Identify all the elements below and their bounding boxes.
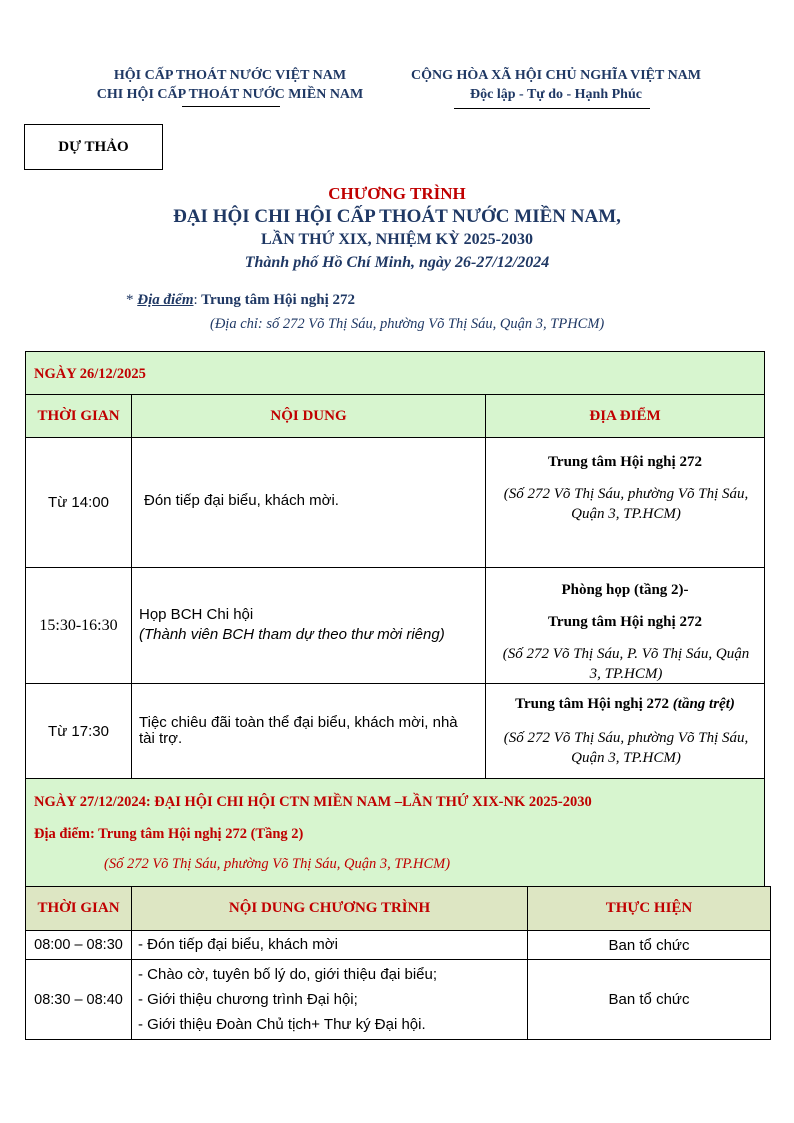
day2-col-time: THỜI GIAN (25, 886, 132, 931)
place-date: Thành phố Hồ Chí Minh, ngày 26-27/12/2024 (244, 254, 550, 271)
day2-row2-item-2: - Giới thiệu chương trình Đại hội; (138, 991, 358, 1008)
day1-row1-location-name: Trung tâm Hội nghị 272 (548, 454, 702, 470)
day2-address: (Số 272 Võ Thị Sáu, phường Võ Thị Sáu, Quận 3, TP.HCM) (104, 856, 451, 872)
day2-row2-item-1: - Chào cờ, tuyên bố lý do, giới thiệu đại biểu; (138, 966, 438, 983)
venue-name: Trung tâm Hội nghị 272 (197, 292, 356, 308)
day2-row2-by: Ban tổ chức (527, 959, 771, 1040)
draft-badge: DỰ THẢO (24, 124, 163, 170)
day1-col-time: THỜI GIAN (25, 394, 132, 438)
day2-heading-block (25, 778, 765, 887)
org-line-2: CHI HỘI CẤP THOÁT NƯỚC MIỀN NAM (96, 87, 364, 102)
program-title: CHƯƠNG TRÌNH (328, 184, 466, 203)
day1-row3-location-address: (Số 272 Võ Thị Sáu, phường Võ Thị Sáu, Quận 3, TP.HCM) (503, 730, 749, 766)
day1-row1-content (131, 437, 486, 568)
day1-row3-location-name: Trung tâm Hội nghị 272 (515, 696, 670, 712)
country-name: CỘNG HÒA XÃ HỘI CHỦ NGHĨA VIỆT NAM (410, 68, 701, 83)
day1-row3-location-name-line (486, 696, 764, 713)
day2-row2-item-3: - Giới thiệu Đoàn Chủ tịch+ Thư ký Đại hội. (138, 1016, 426, 1033)
day1-row2-content-note: (Thành viên BCH tham dự theo thư mời riêng) (139, 626, 445, 643)
day1-row2-location (485, 567, 765, 684)
day1-row3-location-floor: (tầng trệt) (669, 696, 735, 712)
venue-address: (Địa chỉ: số 272 Võ Thị Sáu, phường Võ Thị Sáu, Quận 3, TPHCM) (210, 316, 605, 332)
venue-label: Địa điểm (137, 292, 194, 308)
day1-row2-content-text: Họp BCH Chi hội (139, 606, 254, 623)
day2-row1-item: - Đón tiếp đại biểu, khách mời (138, 936, 338, 953)
venue-line (126, 292, 726, 309)
day1-row1-location-address: (Số 272 Võ Thị Sáu, phường Võ Thị Sáu, Quận 3, TP.HCM) (503, 486, 749, 522)
day2-row1-time: 08:00 – 08:30 (25, 930, 132, 960)
day1-col-content: NỘI DUNG (131, 394, 486, 438)
day2-col-by: THỰC HIỆN (527, 886, 771, 931)
day1-row1-location (485, 437, 765, 568)
day1-row1-content-text: Đón tiếp đại biểu, khách mời. (144, 492, 339, 509)
day1-row2-location-room: Phòng họp (tầng 2)- (561, 582, 689, 598)
org-line-1: HỘI CẤP THOÁT NƯỚC VIỆT NAM (113, 68, 347, 83)
motto-line: Độc lập - Tự do - Hạnh Phúc (470, 87, 642, 102)
day2-heading: NGÀY 27/12/2024: ĐẠI HỘI CHI HỘI CTN MIỀN NAM –LẦN THỨ XIX-NK 2025-2030 (34, 794, 592, 810)
day1-col-location: ĐỊA ĐIỂM (485, 394, 765, 438)
day1-heading: NGÀY 26/12/2025 (34, 366, 146, 382)
venue-bullet: * (126, 292, 134, 308)
org-name-left (60, 66, 400, 104)
venue-colon: : (193, 292, 198, 308)
day1-row2-location-address: (Số 272 Võ Thị Sáu, P. Võ Thị Sáu, Quận 3, TP.HCM) (502, 646, 750, 682)
day2-venue: Địa điểm: Trung tâm Hội nghị 272 (Tầng 2) (34, 826, 304, 842)
day1-row3-time: Từ 17:30 (25, 683, 132, 779)
day2-row1-by: Ban tổ chức (527, 930, 771, 960)
day2-row2-time: 08:30 – 08:40 (25, 959, 132, 1040)
motto-underline (454, 108, 650, 109)
day1-row3-content (131, 683, 486, 779)
day1-row3-content-text: Tiệc chiêu đãi toàn thể đại biểu, khách mời, nhà tài trợ. (139, 714, 458, 747)
day2-col-content: NỘI DUNG CHƯƠNG TRÌNH (131, 886, 528, 931)
day1-row3-location (485, 683, 765, 779)
day1-row2-content (131, 567, 486, 684)
day1-heading-row (25, 351, 765, 395)
congress-title: ĐẠI HỘI CHI HỘI CẤP THOÁT NƯỚC MIỀN NAM, (173, 206, 621, 227)
day1-row2-time: 15:30-16:30 (25, 567, 132, 684)
org-underline (182, 106, 280, 107)
day1-row1-time: Từ 14:00 (25, 437, 132, 568)
term-title: LẦN THỨ XIX, NHIỆM KỲ 2025-2030 (260, 231, 533, 248)
national-motto (376, 66, 736, 104)
day1-row2-location-name: Trung tâm Hội nghị 272 (548, 614, 702, 630)
day2-row1-content (131, 930, 528, 960)
day2-row2-content (131, 959, 528, 1040)
